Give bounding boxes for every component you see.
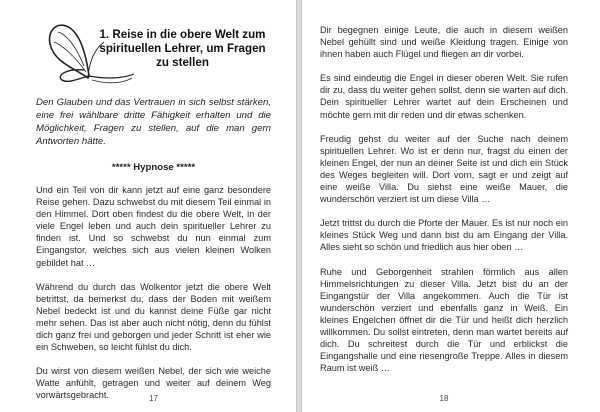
- paragraph: Ruhe und Geborgenheit strahlen förmlich aus allen Himmelsrichtungen zu dieser Villa. Jetzt bist du an der Eingangstür der Villa angekommen. Auch die Tür ist wunderschön verziert und ebenfalls ganz in Weiß. Ein kleines Engelchen öffnet dir die Tür und heißt dich herzlich willkommen. Du sollst eintreten, denn man wartet bereits auf dich. Du schreitest durch die Tür und erblickst die Eingangshalle und eine riesengroße Treppe. Alles in diesem Raum ist weiß …: [320, 266, 568, 374]
- section-heading: ***** Hypnose *****: [111, 162, 196, 173]
- page-number: 18: [439, 394, 449, 403]
- paragraph: Du wirst von diesem weißen Nebel, der sich wie weiche Watte anfühlt, getragen und weiter auf deinem Weg vorwärtsgebracht.: [36, 366, 271, 401]
- paragraph: Während du durch das Wolkentor jetzt die obere Welt betrittst, da bemerkst du, dass der Boden mit weißem Nebel bedeckt ist und du kannst deine Füße gar nicht mehr sehen. Das ist aber auch nicht nötig, denn du fühlst dich ganz frei und geborgen und jeder Schritt ist eher wie ein Schweben, so leicht fühlst du dich.: [36, 281, 271, 353]
- paragraph: Es sind eindeutig die Engel in dieser oberen Welt. Sie rufen dir zu, dass du weiter gehen sollst, denn sie warten auf dich. Dein spiritueller Lehrer wartet auf dein Erscheinen und möchte gern mit dir reden und dir etwas schenken.: [320, 73, 568, 120]
- chapter-header: [36, 20, 271, 90]
- paragraph: Und ein Teil von dir kann jetzt auf eine ganz besondere Reise gehen. Dazu schwebst du mit diesem Teil einmal in den Himmel. Dort oben findest du die obere Welt, in der viele Engel leben und auch dein spiritueller Lehrer zu finden ist. Und so schwebst du nun einmal zum Eingangstor, welches sich aus vielen kleinen Wolken gebildet hat …: [36, 185, 271, 268]
- paragraph: Freudig gehst du weiter auf der Suche nach deinem spirituellen Lehrer. Wo ist er denn nur, fragst du einen der kleinen Engel, der nun an deiner Seite ist und dich ein Stück des Weges begleiten will. Dort vorn, sagt er und zeigt auf eine weiße Villa. Du siehst eine weiße Mauer, die wunderschön verziert ist um diese Villa …: [320, 133, 568, 205]
- chapter-title: 1. Reise in die obere Welt zum spirituellen Lehrer, um Fragen zu stellen: [99, 28, 266, 69]
- paragraph: Jetzt trittst du durch die Pforte der Mauer. Es ist nur noch ein kleines Stück Weg und dann bist du am Eingang der Villa. Alles sieht so schön und friedlich aus hier oben …: [320, 218, 568, 253]
- page-number: 17: [149, 394, 158, 403]
- right-page: [301, 0, 600, 412]
- right-body-text: [320, 24, 568, 386]
- left-page: [0, 0, 297, 412]
- chapter-intro: Den Glauben und das Vertrauen in sich selbst stärken, eine frei wählbare dritte Fähigkeit erhalten und die Möglichkeit, Fragen zu stellen, auf die man gern Antworten hätte.: [36, 97, 271, 148]
- paragraph: Dir begegnen einige Leute, die auch in diesem weißen Nebel gehüllt sind und weiße Kleidung tragen. Einige von ihnen haben auch Flügel und fliegen an dir vorbei.: [320, 25, 568, 60]
- left-body-text: [36, 184, 271, 412]
